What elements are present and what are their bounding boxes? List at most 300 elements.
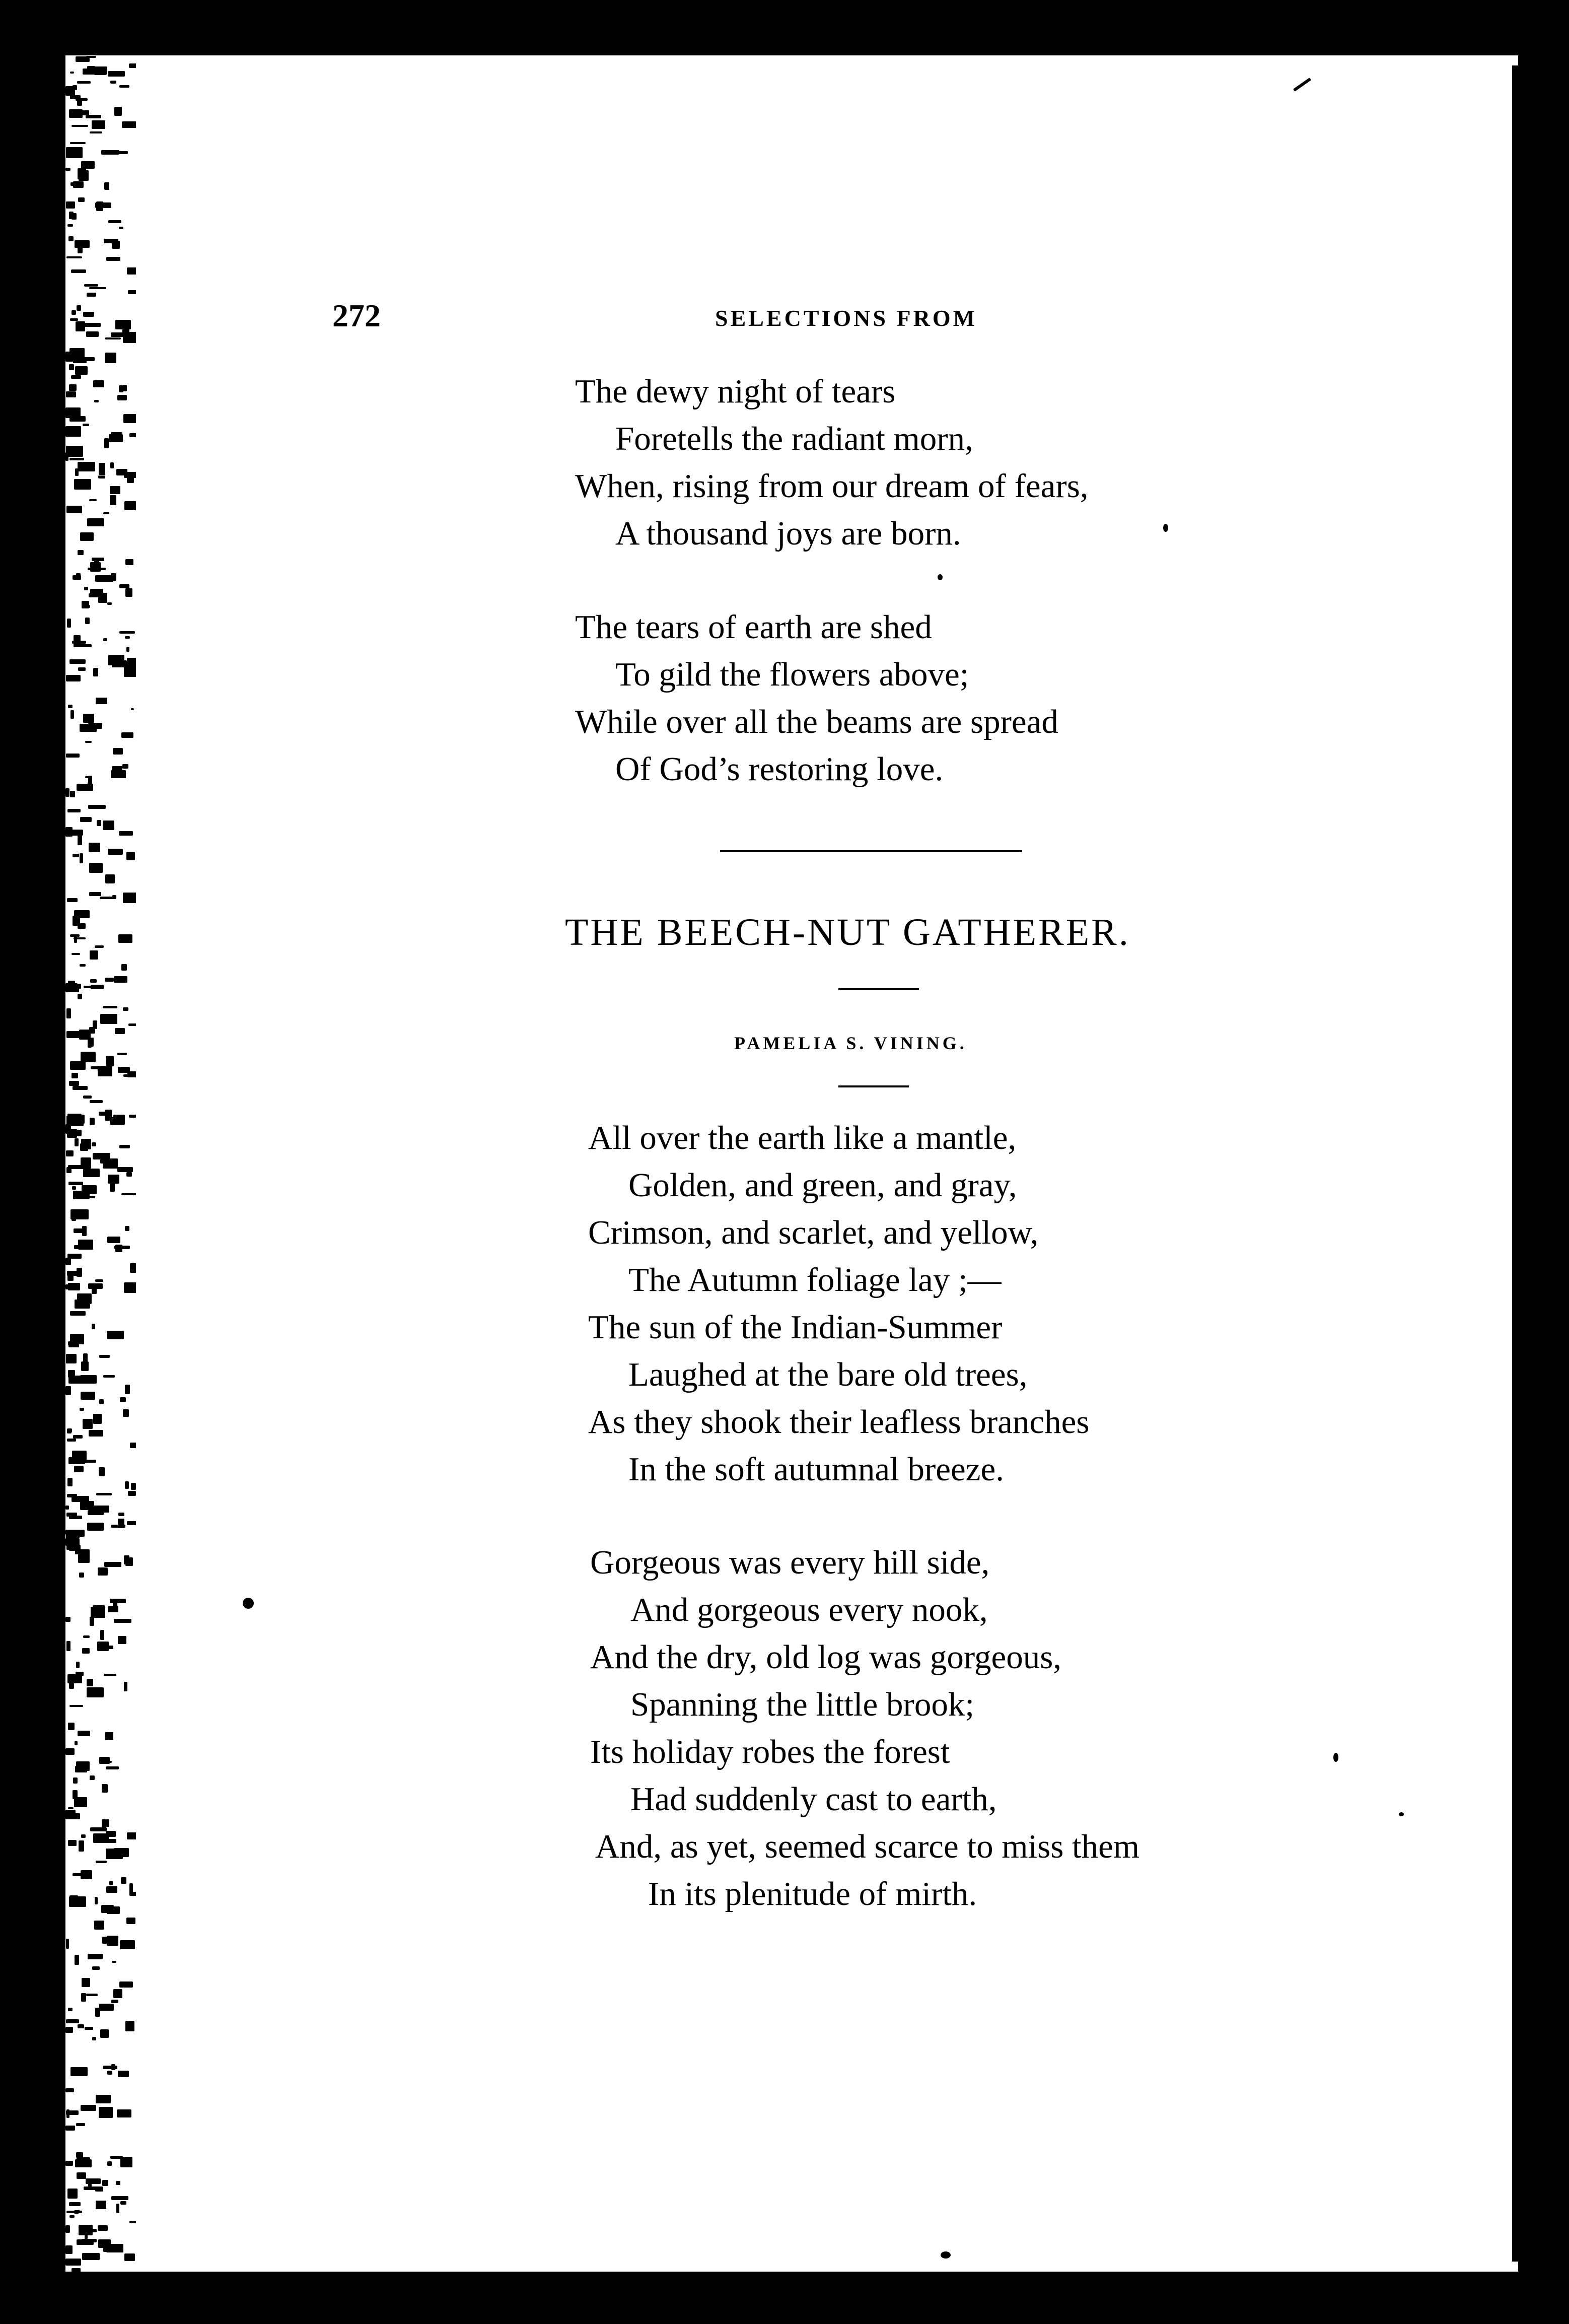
gutter-noise bbox=[72, 953, 81, 955]
gutter-noise bbox=[120, 2201, 127, 2205]
gutter-noise bbox=[110, 81, 116, 84]
gutter-noise bbox=[99, 1355, 110, 1358]
gutter-noise bbox=[90, 1100, 103, 1103]
gutter-noise bbox=[130, 1443, 136, 1448]
gutter-noise bbox=[66, 446, 83, 456]
gutter-noise bbox=[68, 1370, 75, 1377]
gutter-noise bbox=[94, 559, 99, 566]
gutter-noise bbox=[108, 1177, 115, 1182]
gutter-noise bbox=[84, 284, 99, 287]
gutter-noise bbox=[79, 1840, 84, 1852]
gutter-noise bbox=[70, 791, 75, 797]
gutter-noise bbox=[94, 71, 106, 75]
gutter-noise bbox=[81, 161, 94, 169]
gutter-noise bbox=[121, 1193, 136, 1195]
gutter-noise bbox=[78, 1553, 90, 1563]
gutter-noise bbox=[66, 391, 76, 397]
gutter-noise bbox=[81, 1834, 86, 1838]
gutter-noise bbox=[111, 2196, 128, 2200]
title-rule bbox=[838, 988, 919, 990]
verse-line: In the soft autumnal breeze. bbox=[628, 1451, 1004, 1488]
gutter-noise bbox=[65, 1386, 71, 1395]
gutter-noise bbox=[123, 385, 127, 391]
gutter-noise bbox=[114, 107, 122, 116]
verse-line: Laughed at the bare old trees, bbox=[628, 1356, 1028, 1393]
gutter-noise bbox=[110, 2156, 122, 2159]
gutter-noise bbox=[110, 495, 116, 505]
gutter-noise bbox=[68, 236, 74, 241]
gutter-noise bbox=[84, 587, 89, 590]
gutter-noise bbox=[68, 1283, 80, 1290]
gutter-noise bbox=[87, 518, 104, 526]
gutter-noise bbox=[88, 723, 102, 728]
gutter-noise bbox=[75, 366, 88, 375]
gutter-noise bbox=[67, 1254, 82, 1258]
gutter-noise bbox=[69, 2202, 81, 2206]
gutter-noise bbox=[82, 2239, 97, 2243]
gutter-noise bbox=[98, 593, 107, 603]
verse-line: In its plenitude of mirth. bbox=[648, 1875, 977, 1912]
gutter-noise bbox=[65, 2161, 73, 2166]
gutter-noise bbox=[74, 937, 86, 939]
gutter-noise bbox=[83, 1419, 93, 1429]
gutter-noise bbox=[72, 1186, 76, 1189]
gutter-noise bbox=[69, 2215, 75, 2217]
gutter-noise bbox=[65, 2126, 75, 2131]
gutter-noise bbox=[125, 2021, 134, 2031]
gutter-noise bbox=[118, 2071, 129, 2077]
gutter-noise bbox=[89, 499, 97, 501]
gutter-noise bbox=[76, 1761, 90, 1771]
gutter-noise bbox=[71, 269, 86, 272]
verse-line: The tears of earth are shed bbox=[575, 608, 932, 646]
gutter-noise bbox=[98, 1567, 108, 1576]
gutter-noise bbox=[103, 512, 109, 515]
gutter-noise bbox=[125, 1557, 133, 1566]
ink-speck bbox=[1163, 524, 1168, 532]
gutter-noise bbox=[93, 1414, 102, 1424]
verse-line: All over the earth like a mantle, bbox=[588, 1119, 1017, 1156]
gutter-noise bbox=[106, 257, 120, 261]
gutter-noise bbox=[129, 1115, 136, 1118]
gutter-noise bbox=[67, 898, 78, 902]
gutter-noise bbox=[104, 239, 118, 243]
gutter-noise bbox=[75, 1138, 79, 1146]
gutter-noise bbox=[81, 1157, 91, 1169]
gutter-noise bbox=[108, 1606, 118, 1612]
gutter-noise bbox=[98, 1066, 112, 1076]
gutter-noise bbox=[103, 1375, 115, 1378]
gutter-noise bbox=[67, 1439, 76, 1442]
gutter-noise bbox=[82, 1978, 91, 1987]
gutter-noise bbox=[85, 618, 90, 624]
gutter-noise bbox=[76, 2152, 83, 2158]
gutter-noise bbox=[103, 2247, 117, 2252]
gutter-noise bbox=[80, 817, 92, 822]
gutter-noise bbox=[112, 1961, 116, 1963]
gutter-noise bbox=[110, 486, 120, 494]
gutter-noise bbox=[65, 788, 69, 797]
page-number: 272 bbox=[332, 298, 381, 333]
gutter-noise bbox=[69, 458, 84, 460]
ink-speck bbox=[1399, 1812, 1404, 1816]
gutter-noise bbox=[78, 1240, 93, 1250]
gutter-noise bbox=[70, 142, 86, 145]
gutter-noise bbox=[92, 1142, 96, 1146]
gutter-noise bbox=[116, 2204, 119, 2213]
gutter-noise bbox=[66, 147, 83, 158]
page-gutter-shadow bbox=[65, 55, 136, 2272]
gutter-noise bbox=[103, 821, 114, 830]
gutter-noise bbox=[96, 698, 107, 704]
gutter-noise bbox=[76, 573, 81, 576]
gutter-noise bbox=[116, 2181, 121, 2185]
gutter-noise bbox=[78, 994, 82, 1000]
verse-line: The Autumn foliage lay ;— bbox=[628, 1261, 1002, 1298]
gutter-noise bbox=[119, 1981, 133, 1988]
verse-line: When, rising from our dream of fears, bbox=[575, 467, 1089, 505]
gutter-noise bbox=[65, 1258, 71, 1265]
gutter-noise bbox=[77, 99, 82, 105]
gutter-noise bbox=[104, 1562, 121, 1567]
gutter-noise bbox=[100, 1014, 118, 1024]
gutter-noise bbox=[124, 501, 136, 510]
gutter-noise bbox=[107, 2161, 112, 2166]
gutter-noise bbox=[66, 675, 81, 681]
gutter-noise bbox=[110, 1182, 115, 1192]
gutter-noise bbox=[65, 2027, 73, 2033]
gutter-noise bbox=[65, 86, 75, 95]
gutter-noise bbox=[108, 220, 121, 223]
gutter-noise bbox=[99, 469, 105, 475]
gutter-noise bbox=[76, 1672, 84, 1676]
gutter-noise bbox=[68, 1723, 75, 1730]
gutter-noise bbox=[127, 1832, 136, 1839]
gutter-noise bbox=[96, 2095, 111, 2103]
gutter-noise bbox=[86, 115, 101, 118]
gutter-noise bbox=[113, 748, 123, 755]
gutter-noise bbox=[83, 323, 101, 326]
gutter-noise bbox=[72, 125, 88, 127]
gutter-noise bbox=[65, 2259, 81, 2266]
gutter-noise bbox=[127, 267, 136, 275]
gutter-noise bbox=[78, 168, 86, 179]
gutter-noise bbox=[67, 1129, 77, 1138]
gutter-noise bbox=[70, 72, 74, 74]
gutter-noise bbox=[104, 1674, 116, 1676]
gutter-noise bbox=[89, 287, 106, 289]
gutter-noise bbox=[125, 1481, 129, 1489]
gutter-noise bbox=[83, 1096, 92, 1099]
gutter-noise bbox=[122, 327, 130, 336]
verse-line: The dewy night of tears bbox=[575, 373, 896, 410]
gutter-noise bbox=[73, 1778, 78, 1783]
gutter-noise bbox=[126, 647, 129, 652]
gutter-noise bbox=[74, 910, 90, 919]
gutter-noise bbox=[107, 1936, 118, 1946]
gutter-noise bbox=[96, 1493, 112, 1495]
verse-line: And, as yet, seemed scarce to miss them bbox=[595, 1828, 1139, 1865]
gutter-noise bbox=[65, 1813, 80, 1819]
gutter-noise bbox=[66, 1008, 71, 1019]
gutter-noise bbox=[77, 2210, 80, 2213]
gutter-noise bbox=[120, 1940, 135, 1949]
gutter-noise bbox=[75, 240, 90, 248]
gutter-noise bbox=[96, 201, 103, 212]
gutter-noise bbox=[66, 1354, 77, 1363]
gutter-noise bbox=[66, 1167, 72, 1173]
gutter-noise bbox=[74, 644, 91, 648]
gutter-noise bbox=[81, 1052, 96, 1063]
gutter-noise bbox=[82, 601, 89, 608]
gutter-noise bbox=[105, 337, 121, 340]
gutter-noise bbox=[76, 2123, 85, 2126]
gutter-noise bbox=[94, 1921, 105, 1930]
verse-line: Golden, and green, and gray, bbox=[628, 1167, 1017, 1204]
gutter-noise bbox=[65, 1748, 75, 1755]
gutter-noise bbox=[131, 708, 134, 710]
gutter-noise bbox=[66, 1641, 70, 1651]
gutter-noise bbox=[86, 2178, 101, 2184]
gutter-noise bbox=[129, 2221, 136, 2223]
gutter-noise bbox=[86, 331, 99, 336]
gutter-noise bbox=[115, 1245, 122, 1252]
gutter-noise bbox=[82, 1648, 90, 1654]
gutter-noise bbox=[85, 2027, 93, 2030]
gutter-noise bbox=[114, 976, 127, 983]
gutter-noise bbox=[66, 1031, 84, 1038]
gutter-noise bbox=[117, 1167, 133, 1172]
gutter-noise bbox=[90, 131, 102, 134]
gutter-noise bbox=[95, 1897, 98, 1904]
gutter-noise bbox=[84, 2186, 102, 2190]
gutter-noise bbox=[108, 849, 123, 855]
gutter-noise bbox=[66, 2110, 79, 2115]
verse-line: As they shook their leafless branches bbox=[588, 1403, 1090, 1441]
gutter-noise bbox=[124, 472, 136, 478]
gutter-noise bbox=[107, 602, 112, 604]
gutter-noise bbox=[130, 1263, 136, 1273]
gutter-noise bbox=[117, 395, 127, 400]
gutter-noise bbox=[108, 71, 125, 77]
gutter-noise bbox=[129, 1883, 133, 1894]
gutter-noise bbox=[68, 1840, 77, 1846]
gutter-noise bbox=[67, 1478, 73, 1486]
gutter-noise bbox=[88, 776, 92, 786]
gutter-noise bbox=[105, 1732, 114, 1740]
gutter-noise bbox=[107, 2071, 112, 2075]
verse-line: Of God’s restoring love. bbox=[615, 750, 944, 788]
gutter-noise bbox=[67, 1271, 73, 1280]
gutter-noise bbox=[90, 1827, 107, 1831]
gutter-noise bbox=[83, 1635, 90, 1637]
ink-speck bbox=[1333, 1753, 1338, 1762]
gutter-noise bbox=[124, 1282, 136, 1293]
gutter-noise bbox=[71, 375, 82, 379]
gutter-noise bbox=[98, 475, 105, 479]
gutter-noise bbox=[99, 2107, 113, 2118]
gutter-noise bbox=[66, 201, 75, 208]
gutter-noise bbox=[119, 831, 133, 836]
gutter-noise bbox=[83, 1353, 88, 1364]
verse-line: Foretells the radiant morn, bbox=[615, 420, 973, 457]
gutter-noise bbox=[78, 667, 86, 671]
verse-line: While over all the beams are spread bbox=[575, 703, 1058, 740]
gutter-noise bbox=[67, 619, 71, 628]
gutter-noise bbox=[72, 213, 77, 220]
gutter-noise bbox=[121, 964, 126, 971]
gutter-noise bbox=[70, 2067, 88, 2076]
gutter-noise bbox=[92, 1966, 100, 1970]
gutter-noise bbox=[118, 1636, 126, 1644]
gutter-noise bbox=[88, 805, 105, 809]
gutter-noise bbox=[102, 2180, 108, 2186]
gutter-noise bbox=[112, 895, 116, 899]
gutter-noise bbox=[120, 1397, 126, 1402]
gutter-noise bbox=[67, 809, 81, 812]
verse-line: Had suddenly cast to earth, bbox=[630, 1781, 997, 1818]
gutter-noise bbox=[118, 1513, 125, 1516]
gutter-noise bbox=[70, 182, 76, 186]
gutter-noise bbox=[69, 1081, 79, 1086]
gutter-noise bbox=[125, 1385, 130, 1395]
poem-title: THE BEECH-NUT GATHERER. bbox=[565, 911, 1130, 953]
gutter-noise bbox=[126, 1918, 135, 1924]
gutter-noise bbox=[75, 1741, 78, 1745]
stanza-1 bbox=[575, 368, 1089, 557]
gutter-noise bbox=[103, 1006, 117, 1009]
author-rule bbox=[838, 1085, 909, 1087]
gutter-noise bbox=[68, 2008, 73, 2012]
gutter-noise bbox=[129, 433, 136, 437]
gutter-noise bbox=[69, 364, 74, 370]
ink-speck bbox=[941, 2251, 951, 2259]
gutter-noise bbox=[100, 1157, 107, 1164]
gutter-noise bbox=[128, 1023, 136, 1026]
gutter-noise bbox=[109, 434, 123, 443]
gutter-noise bbox=[105, 353, 117, 363]
gutter-noise bbox=[68, 1807, 74, 1809]
gutter-noise bbox=[124, 1682, 127, 1691]
gutter-noise bbox=[68, 1428, 72, 1432]
gutter-noise bbox=[77, 2157, 90, 2164]
stanza-2 bbox=[575, 603, 1058, 793]
gutter-noise bbox=[73, 1435, 83, 1439]
gutter-noise bbox=[124, 2253, 135, 2261]
gutter-noise bbox=[131, 1483, 136, 1490]
gutter-noise bbox=[78, 2024, 84, 2028]
gutter-noise bbox=[90, 979, 97, 983]
gutter-noise bbox=[76, 1662, 80, 1668]
gutter-noise bbox=[83, 424, 89, 426]
gutter-noise bbox=[73, 984, 82, 989]
gutter-noise bbox=[88, 1510, 104, 1515]
gutter-noise bbox=[125, 636, 130, 639]
gutter-noise bbox=[84, 986, 93, 988]
gutter-noise bbox=[77, 1293, 91, 1305]
gutter-noise bbox=[123, 1074, 136, 1077]
gutter-noise bbox=[79, 1573, 84, 1578]
gutter-noise bbox=[106, 1819, 109, 1827]
gutter-noise bbox=[122, 121, 136, 128]
gutter-noise bbox=[128, 1491, 136, 1496]
gutter-noise bbox=[125, 1226, 129, 1231]
gutter-noise bbox=[96, 2201, 106, 2209]
gutter-noise bbox=[66, 506, 82, 513]
gutter-noise bbox=[96, 1861, 107, 1863]
gutter-noise bbox=[78, 923, 86, 929]
gutter-noise bbox=[83, 1169, 99, 1177]
gutter-noise bbox=[117, 2109, 131, 2117]
gutter-noise bbox=[77, 2172, 86, 2179]
gutter-noise bbox=[67, 2189, 78, 2199]
gutter-noise bbox=[81, 1870, 92, 1879]
gutter-noise bbox=[121, 732, 133, 738]
gutter-noise bbox=[85, 741, 92, 743]
gutter-noise bbox=[81, 1392, 95, 1400]
gutter-noise bbox=[72, 1073, 78, 1079]
gutter-noise bbox=[66, 1939, 69, 1949]
gutter-noise bbox=[66, 754, 80, 758]
verse-line: And gorgeous every nook, bbox=[630, 1591, 988, 1628]
gutter-noise bbox=[73, 1790, 78, 1799]
gutter-noise bbox=[90, 1617, 94, 1626]
gutter-noise bbox=[92, 1288, 97, 1294]
gutter-noise bbox=[65, 452, 68, 461]
verse-line: Gorgeous was every hill side, bbox=[590, 1544, 990, 1581]
gutter-noise bbox=[126, 661, 136, 666]
gutter-noise bbox=[73, 575, 81, 580]
gutter-noise bbox=[105, 1761, 112, 1763]
gutter-noise bbox=[90, 1775, 95, 1780]
gutter-noise bbox=[106, 1766, 119, 1769]
gutter-noise bbox=[93, 380, 104, 387]
gutter-noise bbox=[110, 462, 114, 468]
gutter-noise bbox=[65, 1617, 70, 1622]
gutter-noise bbox=[125, 588, 132, 597]
gutter-noise bbox=[68, 705, 73, 708]
gutter-noise bbox=[68, 1182, 83, 1185]
gutter-noise bbox=[89, 863, 103, 873]
gutter-noise bbox=[104, 438, 109, 448]
gutter-noise bbox=[119, 1145, 130, 1148]
gutter-noise bbox=[68, 1341, 77, 1346]
verse-line: Crimson, and scarlet, and yellow, bbox=[588, 1214, 1039, 1251]
stanza-3 bbox=[588, 1114, 1089, 1493]
gutter-noise bbox=[103, 638, 107, 641]
gutter-noise bbox=[70, 95, 81, 99]
gutter-noise bbox=[65, 2225, 70, 2233]
gutter-noise bbox=[103, 2066, 117, 2070]
verse-line: Spanning the little brook; bbox=[630, 1686, 974, 1723]
gutter-noise bbox=[66, 1539, 80, 1550]
gutter-noise bbox=[72, 2268, 81, 2272]
gutter-noise bbox=[81, 2105, 96, 2111]
gutter-noise bbox=[119, 584, 129, 588]
gutter-noise bbox=[98, 2225, 108, 2231]
gutter-noise bbox=[105, 874, 115, 883]
gutter-noise bbox=[89, 1027, 95, 1034]
gutter-noise bbox=[65, 2245, 73, 2254]
gutter-noise bbox=[105, 978, 114, 982]
gutter-noise bbox=[87, 1687, 104, 1697]
gutter-noise bbox=[127, 658, 136, 661]
gutter-noise bbox=[93, 668, 98, 676]
gutter-noise bbox=[67, 224, 73, 227]
gutter-noise bbox=[129, 63, 136, 67]
gutter-noise bbox=[128, 290, 136, 294]
gutter-noise bbox=[90, 950, 98, 960]
